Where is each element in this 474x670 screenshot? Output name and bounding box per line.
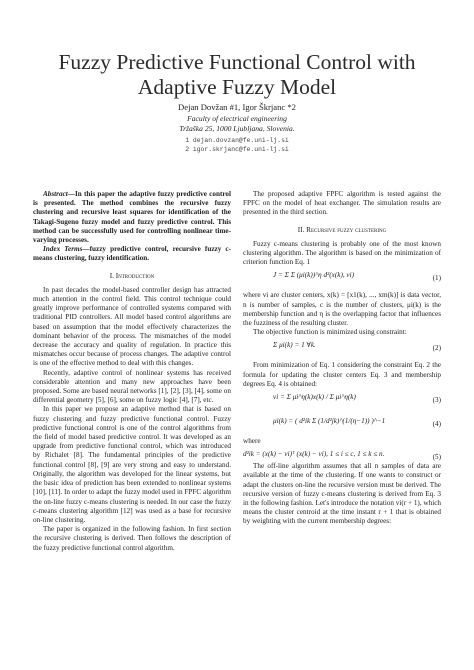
equation-4-body: μi(k) = ( d²ik Σ (1/d²jk)^(1/(η−1)) )^−1 bbox=[273, 417, 386, 426]
affiliation-line-2: Tržaška 25, 1000 Ljubljana, Slovenia. bbox=[179, 124, 295, 133]
equation-4-number: (4) bbox=[432, 420, 441, 429]
abstract-text: —In this paper the adaptive fuzzy predictive control is presented. The method combines the recursive fuzzy clustering and recursive least squares for identification of the Takagi-Sugeno fuzzy model and fuzzy predictive control. This method can be successfully used for controlling nonlinear time-varying processes. bbox=[33, 190, 231, 245]
equation-2-body: Σ μi(k) = 1 ∀k. bbox=[273, 341, 316, 350]
paragraph: Fuzzy c-means clustering is probably one of the most known clustering algorithm. The algorithm is based on the minimization of criterion function Eq. 1 bbox=[243, 239, 441, 267]
paragraph: Recently, adaptive control of nonlinear systems has received considerable attention and many new approaches have been proposed. Some are based neural networks [1], [2], [3], [4], some on differential geometry [5], [6], some on fuzzy logic [4], [7], etc. bbox=[33, 368, 231, 405]
paragraph: In this paper we propose an adaptive method that is based on fuzzy clustering and fuzzy predictive functional control. Fuzzy predictive functional control is one of the control algorithms from the field of model based predictive control. It was developed as an upgrade from predictive functional control, which was introduced by Richalet [8]. The fundamental principles of the predictive functional control [8], [9] are very strong and easy to understand. Originally, the algorithm was developed for the linear systems, but the basic idea of prediction has been extended to nonlinear systems [10], [11]. In order to adapt the fuzzy model used in FPFC algorithm the on-line fuzzy c-means clustering is needed. In our case the fuzzy c-means clustering algorithm [12] was used as a base for recursive on-line clustering. bbox=[33, 405, 231, 524]
paragraph: The objective function is minimized using constraint: bbox=[253, 328, 407, 337]
section-heading-2: II. Recursive fuzzy clustering bbox=[297, 225, 387, 234]
email-2: 2 igor.skrjanc@fe.uni-lj.si bbox=[185, 146, 289, 153]
paragraph: The off-line algorithm assumes that all n samples of data are available at the time of the clustering. If one wants to construct or adapt the clusters on-line the recursive version must be derived. The recursive version of fuzzy c-means clustering is derived from Eq. 3 in the following fashion. Let's introduce the notation vi(r + 1), which means the cluster centroid at the time instant r + 1 that is obtained by weighting with the current membership degrees: bbox=[243, 462, 441, 526]
paragraph: In past decades the model-based controller design has attracted much attention in the control field. This control technique could greatly improve performance of controlled systems compared with traditional PID controllers. All model based control algorithms are based on assumption that the model effectively characterizes the dominant behavior of the process. The mismatches of the model decrease the accuracy and quality of regulation. In practice this mismatches occur because of process changes. The adaptive control is one of the effective method to deal with this changes. bbox=[33, 285, 231, 368]
equation-3 bbox=[243, 389, 441, 413]
equation-5 bbox=[243, 446, 441, 462]
left-column bbox=[33, 190, 231, 553]
equation-2 bbox=[243, 337, 441, 361]
equation-1-number: (1) bbox=[432, 274, 441, 283]
equation-3-body: vi = Σ μi^η(k)x(k) / Σ μi^η(k) bbox=[273, 393, 356, 402]
paragraph: From minimization of Eq. 1 considering the constraint Eq. 2 the formula for updating the cluster centers Eq. 3 and membership degrees Eq. 4 is obtained: bbox=[243, 361, 441, 388]
equation-1 bbox=[243, 267, 441, 291]
right-column bbox=[243, 190, 441, 527]
equation-5-body: d²ik = (x(k) − vi)ᵀ (x(k) − vi), 1 ≤ i ≤ c, 1 ≤ k ≤ n. bbox=[243, 450, 385, 459]
paragraph: The paper is organized in the following fashion. In first section the recursive clustering is derived. Then follows the description of the fuzzy predictive functional control algorithm. bbox=[33, 525, 231, 552]
paragraph: The proposed adaptive FPFC algorithm is tested against the FPFC on the model of heat exchanger. The simulation results are presented in the third section. bbox=[243, 190, 441, 217]
emails bbox=[0, 136, 474, 154]
abstract bbox=[33, 190, 231, 245]
paper-title: Fuzzy Predictive Functional Control with Adaptive Fuzzy Model bbox=[58, 50, 416, 99]
section-heading-1: I. Introduction bbox=[109, 271, 155, 280]
equation-1-body: J = Σ Σ (μi(k))^η d²(x(k), vi) bbox=[273, 271, 355, 280]
affiliation bbox=[0, 114, 474, 134]
email-1: 1 dejan.dovzan@fe.uni-lj.si bbox=[185, 137, 289, 144]
where-label: where bbox=[243, 437, 261, 446]
equation-3-number: (3) bbox=[432, 396, 441, 405]
affiliation-line-1: Faculty of electrical engineering bbox=[187, 114, 287, 123]
equation-5-number: (5) bbox=[432, 453, 441, 462]
index-terms-label: Index Terms bbox=[43, 245, 83, 254]
author-line: Dejan Dovžan #1, Igor Škrjanc *2 bbox=[178, 102, 296, 112]
abstract-label: Abstract bbox=[43, 190, 68, 198]
index-terms-text: —fuzzy predictive control, recursive fuzzy c-means clustering, fuzzy identification. bbox=[33, 245, 232, 263]
paragraph: where vi are cluster centers, x(k) = [x1(k), ..., xm(k)] is data vector, n is number of samples, c is the number of clusters, μi(k) is the membership function and η is the overlapping factor that influences the fuzziness of the resulting cluster. bbox=[243, 291, 441, 328]
index-terms bbox=[33, 245, 231, 263]
equation-2-number: (2) bbox=[432, 344, 441, 353]
equation-4 bbox=[243, 413, 441, 437]
